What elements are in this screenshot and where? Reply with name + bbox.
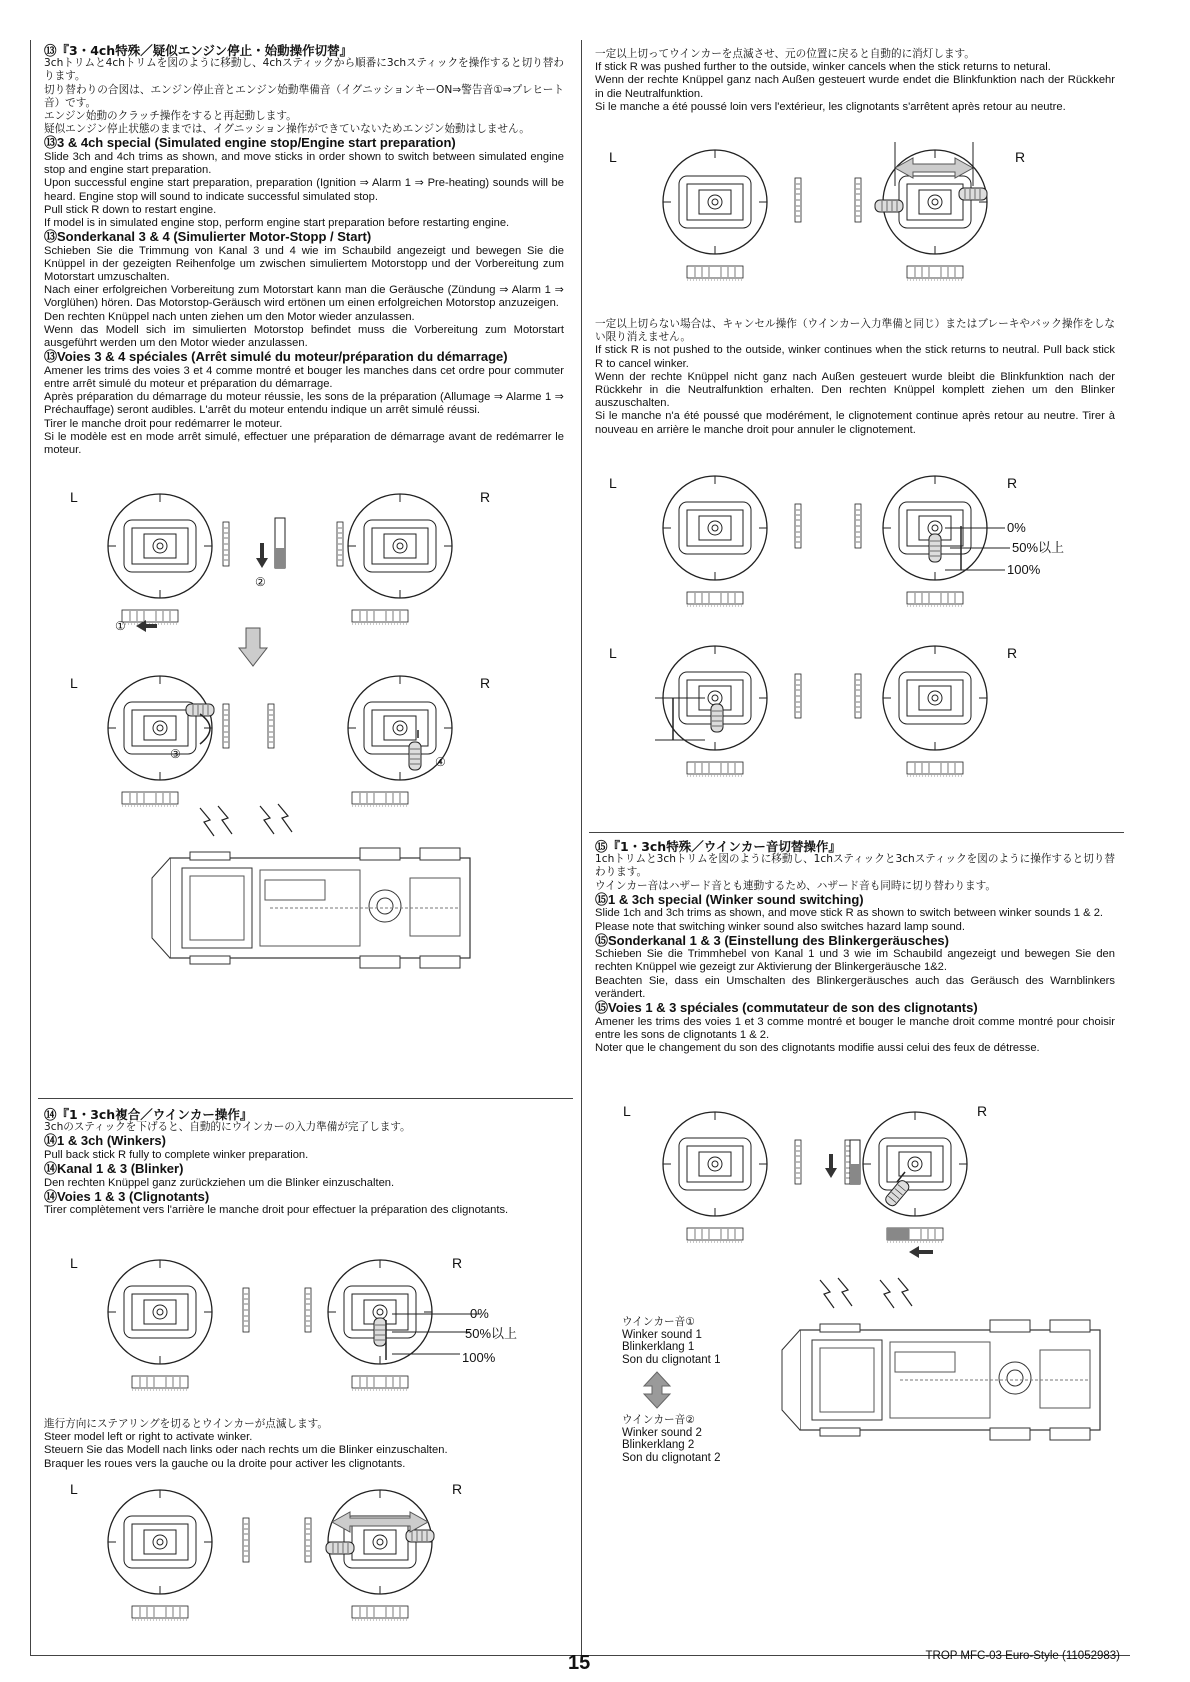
center-divider (581, 40, 582, 1655)
section-13-de-line: Wenn das Modell sich im simulierten Motorstop befindet muss die Vorbereitung zum Motorstart ausgeführt werden um den Motor wieder anzulassen. (44, 323, 564, 350)
section-15-en-title: ⑮1 & 3ch special (Winker sound switching) (595, 891, 864, 907)
fig14b-label-R: R (452, 1481, 463, 1497)
fig13-step-1: ① (115, 619, 126, 633)
section-14-de-line: Den rechten Knüppel ganz zurückziehen um die Blinker einzuschalten. (44, 1176, 395, 1189)
steer-en-line: Steer model left or right to activate winker. (44, 1431, 253, 1444)
section-14-jp-line: 3chのスティックを下げると、自動的にウインカーの入力準備が完了します。 (44, 1121, 411, 1134)
right-section-divider (589, 832, 1124, 833)
section-13-fr-line: Amener les trims des voies 3 et 4 comme montré et bouger les manches dans cet ordre pour commuter entre arrêt simulé du moteur et préparation du démarrage. (44, 364, 564, 390)
winker1-fr: Son du clignotant 1 (622, 1353, 721, 1366)
section-15-diagram (605, 1098, 1105, 1268)
section-13-de-line: Schieben Sie die Trimmung von Kanal 3 und 4 wie im Schaubild angezeigt und bewegen Sie die Knüppel in der gezeigten Reihenfolge um zwischen simuliertem Motorstopp und der Vorbereitung zum Motorstart umzuschalten. (44, 244, 564, 284)
fig13-step-4: ④ (435, 755, 446, 769)
section-13-de-title: ⑬Sonderkanal 3 & 4 (Simulierter Motor-Stopp / Start) (44, 229, 372, 245)
section-13-en-title: ⑬3 & 4ch special (Simulated engine stop/Engine start preparation) (44, 135, 456, 151)
winker1-de: Blinkerklang 1 (622, 1341, 695, 1353)
section-14-jp-title: ⑭『1・3ch複合／ウインカー操作』 (44, 1107, 253, 1122)
winker2-jp: ウインカー音② (622, 1414, 695, 1426)
section-14-fr-title: ⑭Voies 1 & 3 (Clignotants) (44, 1188, 210, 1204)
section-13-en-line: Upon successful engine start preparation, preparation (Ignition ⇒ Alarm 1 ⇒ Pre-heating) sounds will be heard. Engine stop will sound to indicate successful simulated stop. (44, 177, 564, 203)
right-mid-en: If stick R is not pushed to the outside, winker continues when the stick returns to neutral. Pull back stick R to cancel winker. (595, 344, 1115, 370)
footer-code: TROP MFC-03 Euro-Style (11052983) (925, 1650, 1120, 1662)
section-14-steer-text (44, 1418, 574, 1471)
section-15-jp-line: ウインカー音はハザード音とも連動するため、ハザード音も同時に切り替わります。 (595, 879, 996, 892)
section-13-de-line: Den rechten Knüppel nach unten ziehen um den Motor wieder anzulassen. (44, 310, 415, 323)
section-13-fr-line: Après préparation du démarrage du moteur réussie, les sons de la préparation (Allumage ⇒ Alarme 1 ⇒ Préchauffage) seront audibles. L'arrêt du moteur entendu indique un arrêt simulé réussi. (44, 391, 564, 417)
winker2-fr: Son du clignotant 2 (622, 1451, 721, 1464)
section-14-text (44, 1108, 574, 1218)
section-13-fr-title: ⑬Voies 3 & 4 spéciales (Arrêt simulé du moteur/préparation du démarrage) (44, 349, 508, 365)
section-13-en-line: If model is in simulated engine stop, perform engine start preparation before restarting engine. (44, 216, 510, 229)
section-13-fr-line: Si le modèle est en mode arrêt simulé, effectuer une préparation de démarrage avant de redémarrer le moteur. (44, 430, 564, 456)
section-15-de-line: Beachten Sie, dass ein Umschalten des Blinkergeräusches auch das Geräusch des Warnblinkers verändert. (595, 974, 1115, 1000)
section-13-jp-line: 3chトリムと4chトリムを図のように移動し、4chスティックから順番に3chスティックを操作すると切り替わります。 (44, 57, 564, 83)
rt-label-L: L (609, 149, 617, 165)
right-mid-text (595, 318, 1115, 437)
section-13-en-line: Slide 3ch and 4ch trims as shown, and move sticks in order shown to switch between simulated engine stop and engine start preparation. (44, 150, 564, 177)
rm2-label-R: R (1007, 645, 1018, 661)
winker-sound-1-labels (622, 1316, 720, 1366)
section-15-de-line: Schieben Sie die Trimmhebel von Kanal 1 und 3 wie im Schaubild angezeigt und bewegen Sie den rechten Knüppel wie gezeigt zur Aktivierung der Blinkergeräusche 1&2. (595, 948, 1115, 974)
rm1-label-L: L (609, 475, 617, 491)
section-14-fr-line: Tirer complètement vers l'arrière le manche droit pour effectuer la préparation des clignotants. (44, 1204, 509, 1217)
section-14-en-line: Pull back stick R fully to complete winker preparation. (44, 1148, 309, 1161)
section-13-text (44, 44, 564, 457)
section-14-de-title: ⑭Kanal 1 & 3 (Blinker) (44, 1161, 184, 1177)
winker-sound-2-labels (622, 1414, 720, 1464)
right-top-fr: Si le manche a été poussé loin vers l'extérieur, les clignotants s'arrêtent après retour au neutre. (595, 100, 1066, 113)
rt-label-R: R (1015, 149, 1026, 165)
section-15-fr-line: Amener les trims des voies 1 et 3 comme montré et bouger le manche droit comme montré pour choisir entre les sons de clignotants 1 & 2. (595, 1015, 1115, 1041)
section-13-diagram (60, 488, 560, 998)
rm1-pct-50: 50%以上 (1012, 540, 1065, 555)
winker1-jp: ウインカー音① (622, 1316, 695, 1328)
rm1-label-R: R (1007, 475, 1018, 491)
right-mid-diagram-2 (605, 636, 1105, 796)
fig14-pct-100: 100% (462, 1350, 496, 1365)
fig13-label-R1: R (480, 489, 491, 505)
fig13-label-L2: L (70, 675, 78, 691)
winker2-en: Winker sound 2 (622, 1426, 702, 1439)
section-15-fr-title: ⑮Voies 1 & 3 spéciales (commutateur de son des clignotants) (595, 1000, 978, 1016)
fig13-label-R2: R (480, 675, 491, 691)
section-13-jp-line: 切り替わりの合図は、エンジン停止音とエンジン始動準備音（イグニッションキーON⇒警告音①⇒プレヒート音）です。 (44, 83, 564, 109)
right-top-jp: 一定以上切ってウインカーを点滅させ、元の位置に戻ると自動的に消灯します。 (595, 48, 975, 60)
page-number: 15 (568, 1652, 591, 1674)
fig15-label-L: L (623, 1103, 631, 1119)
section-13-de-line: Nach einer erfolgreichen Vorbereitung zum Motorstart kann man die Geräusche (Zündung ⇒ Alarm 1 ⇒ Vorglühen) hören. Das Motorstop-Geräusch wird ertönen um einen erfolgreichen Motorstop anzuzeigen. (44, 284, 564, 310)
section-15-en-line: Slide 1ch and 3ch trims as shown, and move stick R as shown to switch between winker sounds 1 & 2. (595, 907, 1104, 920)
section-14-diagram-1 (60, 1250, 560, 1400)
section-13-fr-line: Tirer le manche droit pour redémarrer le moteur. (44, 417, 283, 430)
rm1-pct-100: 100% (1007, 562, 1041, 577)
right-top-text (595, 48, 1115, 114)
fig15-label-R: R (977, 1103, 988, 1119)
right-mid-fr: Si le manche n'a été poussé que modérément, le clignotement continue après retour au neutre. Tirer à nouveau en arrière le manche droit pour annuler le clignotement. (595, 410, 1115, 436)
fig14-pct-50: 50%以上 (465, 1326, 518, 1341)
rm2-label-L: L (609, 645, 617, 661)
fig13-step-3: ③ (170, 747, 181, 761)
left-section-divider (38, 1098, 573, 1099)
rm1-pct-0: 0% (1007, 520, 1026, 535)
right-mid-diagram-1 (605, 466, 1105, 626)
right-top-de: Wenn der rechte Knüppel ganz nach Außen gesteuert wurde endet die Blinkfunktion nach der Rückkehr in die Neutralfunktion. (595, 74, 1115, 100)
fig14b-label-L: L (70, 1481, 78, 1497)
left-border (30, 40, 31, 1655)
section-15-de-title: ⑮Sonderkanal 1 & 3 (Einstellung des Blinkergeräusches) (595, 932, 949, 948)
steer-fr-line: Braquer les roues vers la gauche ou la droite pour activer les clignotants. (44, 1457, 406, 1470)
section-15-jp-title: ⑮『1・3ch特殊／ウインカー音切替操作』 (595, 839, 841, 854)
section-14-diagram-2 (60, 1472, 560, 1642)
section-13-jp-line: エンジン始動のクラッチ操作をすると再起動します。 (44, 110, 297, 123)
right-mid-de: Wenn der rechte Knüppel nicht ganz nach Außen gesteuert wurde bleibt die Blinkfunktion nach der Rückkehr in die Neutralfunktion erhalten. Den rechten Knüppel komplett ziehen um den Blinker auszuschalten. (595, 370, 1115, 410)
fig14-label-R: R (452, 1255, 463, 1271)
section-15-fr-line: Noter que le changement du son des clignotants modifie aussi celui des feux de détresse. (595, 1041, 1040, 1054)
steer-jp-line: 進行方向にステアリングを切るとウインカーが点滅します。 (44, 1418, 329, 1430)
section-15-truck (780, 1280, 1110, 1460)
right-mid-jp: 一定以上切らない場合は、キャンセル操作（ウインカー入力準備と同じ）またはブレーキやバック操作をしない限り消えません。 (595, 318, 1115, 344)
section-13-en-line: Pull stick R down to restart engine. (44, 203, 217, 216)
section-14-en-title: ⑭1 & 3ch (Winkers) (44, 1133, 166, 1149)
right-top-en: If stick R was pushed further to the outside, winker cancels when the stick returns to netural. (595, 61, 1051, 74)
right-top-diagram (605, 140, 1105, 300)
steer-de-line: Steuern Sie das Modell nach links oder nach rechts um die Blinker einzuschalten. (44, 1444, 448, 1457)
section-13-jp-title: ⑬『3・4ch特殊／疑似エンジン停止・始動操作切替』 (44, 43, 353, 58)
section-15-jp-line: 1chトリムと3chトリムを図のように移動し、1chスティックと3chスティックを図のように操作すると切り替わります。 (595, 853, 1115, 879)
fig13-label-L1: L (70, 489, 78, 505)
section-15-text (595, 840, 1115, 1055)
fig14-pct-0: 0% (470, 1306, 489, 1321)
winker1-en: Winker sound 1 (622, 1328, 702, 1341)
fig14-label-L: L (70, 1255, 78, 1271)
section-15-en-line: Please note that switching winker sound also switches hazard lamp sound. (595, 920, 966, 933)
section-13-jp-line: 疑似エンジン停止状態のままでは、イグニッション操作ができていないためエンジン始動はしません。 (44, 123, 530, 136)
winker2-de: Blinkerklang 2 (622, 1439, 695, 1451)
swap-arrow-icon (642, 1372, 672, 1408)
fig13-step-2: ② (255, 575, 266, 589)
